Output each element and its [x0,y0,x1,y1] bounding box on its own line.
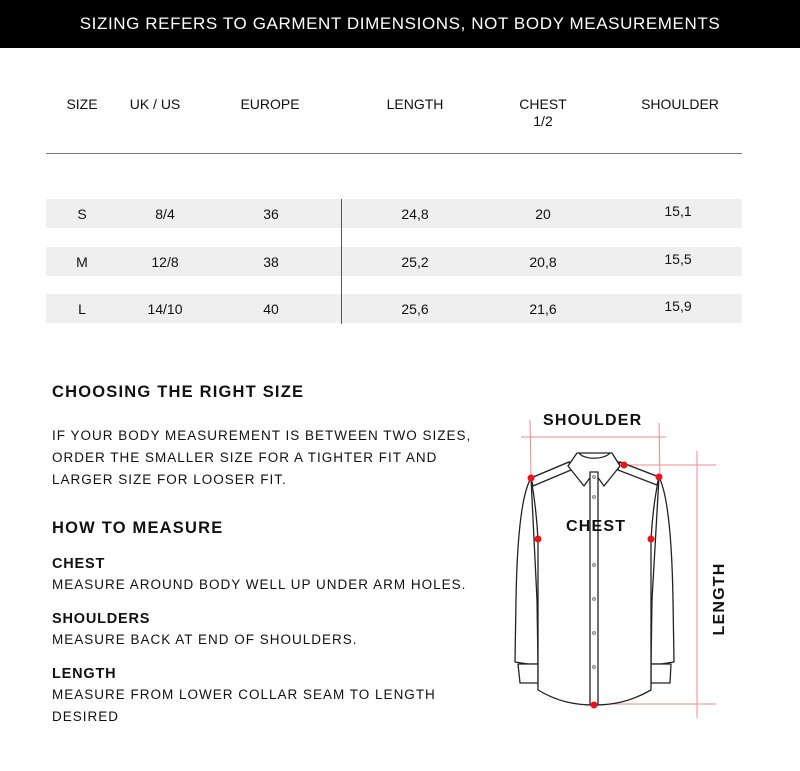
chest-text: MEASURE AROUND BODY WELL UP UNDER ARM HOLES. [52,577,467,592]
table-column-divider [341,199,342,324]
choosing-title: CHOOSING THE RIGHT SIZE [52,383,305,401]
header-size: SIZE [66,96,98,112]
shirt-measurement-diagram [490,400,750,720]
cell-size: S [77,206,87,222]
cell-chest: 20 [535,206,551,222]
cell-shoulder: 15,9 [664,298,692,314]
header-shoulder: SHOULDER [641,96,719,112]
header-uk-us: UK / US [129,96,181,112]
choosing-text: IF YOUR BODY MEASUREMENT IS BETWEEN TWO SIZES, ORDER THE SMALLER SIZE FOR A TIGHTER FIT AND LARGER SIZE FOR LOOSER FIT. [52,428,472,487]
sizing-banner [0,0,800,48]
header-chest: CHEST 1/2 [519,96,567,129]
cell-uk-us: 14/10 [147,301,183,317]
table-row-l [46,294,742,323]
cell-shoulder: 15,1 [664,203,692,219]
header-europe: EUROPE [240,96,300,112]
length-label: LENGTH [711,562,728,636]
size-table-header [0,96,800,146]
cell-europe: 38 [263,254,279,270]
cell-chest: 21,6 [529,301,557,317]
chest-label: CHEST [566,518,627,535]
table-row-s [46,199,742,228]
cell-europe: 40 [263,301,279,317]
cell-chest: 20,8 [529,254,557,270]
table-row-m [46,247,742,276]
cell-uk-us: 8/4 [155,206,175,222]
chest-title: CHEST [52,556,106,572]
cell-shoulder: 15,5 [664,251,692,267]
cell-size: L [78,301,86,317]
how-to-measure-title: HOW TO MEASURE [52,519,224,537]
cell-uk-us: 12/8 [151,254,179,270]
shoulders-text: MEASURE BACK AT END OF SHOULDERS. [52,632,358,647]
cell-length: 25,6 [401,301,429,317]
cell-length: 24,8 [401,206,429,222]
cell-length: 25,2 [401,254,429,270]
cell-europe: 36 [263,206,279,222]
cell-size: M [76,254,88,270]
length-title: LENGTH [52,666,117,682]
header-length: LENGTH [386,96,444,112]
shoulder-label: SHOULDER [543,412,643,429]
length-text: MEASURE FROM LOWER COLLAR SEAM TO LENGTH DESIRED [52,687,436,724]
shoulders-title: SHOULDERS [52,611,151,627]
banner-text: SIZING REFERS TO GARMENT DIMENSIONS, NOT BODY MEASUREMENTS [79,14,721,33]
header-divider [46,153,742,154]
